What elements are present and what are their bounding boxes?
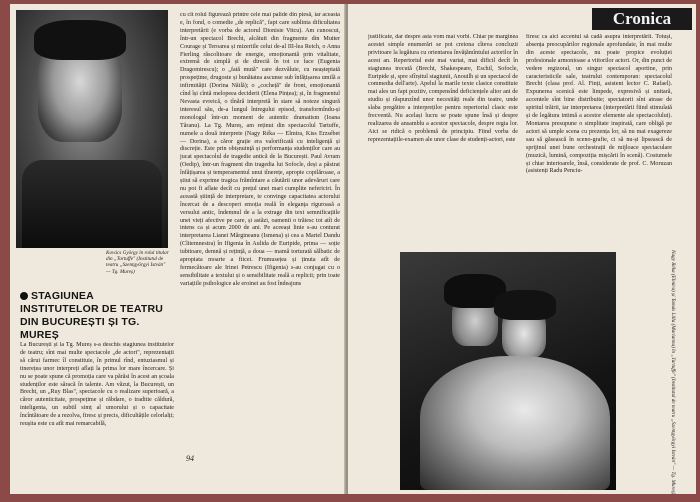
- stage-photo: [400, 252, 616, 490]
- article-headline: [20, 290, 174, 342]
- costume-dress: [420, 356, 610, 490]
- portrait-caption: Kovács György în rolul titular din „Tartuffe" (Institutul de teatru „Szentgyörgyi István" — Tg. Mureș): [106, 250, 169, 275]
- stage-photo-caption: Nagy Réka (Elmira) și Tamás Lilla (Marianna) în „Tartuffe" (Institutul de teatru „Szentgyörgyi István" — Tg. Mureș): [670, 250, 676, 494]
- right-page: [348, 4, 696, 494]
- headline-text: STAGIUNEA INSTITUTELOR DE TEATRU DIN BUCUREȘTI ȘI TG. MUREȘ: [20, 290, 164, 341]
- portrait-photo: [16, 10, 168, 248]
- actor-hair: [34, 20, 126, 60]
- left-page: [10, 4, 346, 494]
- right-column-1-text: justificate, dar despre asta vom mai vorbi. Chiar pe marginea acestei simple enumerări se pot creiona cîteva concluzii privitoare la legătura cu orientarea învățămîntului actorilor în acest an. Repertoriul este mai variat, mai dificil decît în stagiunea trecută (Brecht, Shakespeare, Eschil, Sofocle, Euripide și, spre sfîrșitul stagiunii, Anouilh și un spectacol de commedia dell'arte). Apelul la marile texte clasice constituie mai ales un fapt pozitiv, compensînd deficiențele altor ani de studiu și răspunzînd unor necesități reale din teatre, unde slaba pregătire a interpreților pentru repertoriul clasic este frecventă. Nu același lucru se poate spune însă și despre realizarea de ansamblu a acestor spectacole, despre regia lor. Aici se ridică o problemă de principiu. Fiind vorba de reprezentațiile-examen ale unor clase de studenți-actori, este: [368, 34, 518, 143]
- actor-collar: [22, 160, 162, 248]
- middle-column-text: cu cît rolul figurează printre cele mai palide din piesă, iar aceasta e, în fond, o comedie „de replică", fapt care sublinia dificultatea interpretării (e vorba de actorul Dionisie Vitcu). Am cunoscut, într-un spectacol Brecht, alcătuit din fragmente din Mutter Courage și Teroarea și mizeriile celui de-al III-lea Reich, o Anna Fierling răscolitoare de energie, emoționantă prin vitalitate, extremă de simplă și de directă în tot ce face (Eugenia Dragomirescu); o „fată mută" care dezvăluie, cu neașteptată prospețime, drugoste și bunătatea ascunse sub înfățișarea umilă a infirmității (Dorina Năilă); o „cocheță" de front, emoționantă cînd își cîntă melopeea deciderii (Elena Pințea); și, în fragmentul Nevasta evreică, o tînără interpretă în stare să noteze singură interesul său, de-a lungul întregului episod, transformîndu-și monologul într-un moment de autentic dramatism (Ioana Tăranu). La Tg. Mureș, am reținut din spectacolul Tartuffe, numele a două interprete (Nagy Réka — Elmira, Kiss Erzsébet — Dorina), a căror grație era valorificată cu inteligență și discreție. Este prin obișnuință și performanța studenților care au jucat spectacolul de tragedie antică de la București. Paul Avram (Oedip), într-un fragment din tragedia lui Sofocle, deși a păstrat înfățișarea și temperamentul unui tînerețe, apropie copilăroase, a știut să exprime tragica frămîntare a căutării unor adevăruri care nu pot fi aflate decît cu prețul unei mari cumplite nefericiri. În această știință de interpretare, te convinge capacitatea actorului încercat de a descoperi emoția reală în eleganța riguroasă a versului antic, îndemnul de a la extrage din text semnificațiile unei vieți afective pe care, și astăzi, oamenii o trăiesc tot atît de intens ca și acum 2000 de ani. Pe aceeași linie s-au conturat interpretarea Lianei Mărgineanu (Ismena) și cea a Mariel Dandu (Clitemnestra) în Ifigenia în Aulida de Euripide, prima — soție iubitoare, demnă și rețință, a doua — mamă torturată sălbatic de apropiata moarte a fiicei. Frumusețea și ținuta atît de fermecătoare ale Irinei Petrescu (Ifigenia) s-au conjugat cu o sensibilitate a textului și o sensibilitate reală a replicii; prin toate variațiile psihologice ale eroinei au fost îndeajuns: [180, 12, 340, 287]
- section-header: Cronica: [592, 8, 692, 30]
- actress-right-hair: [494, 290, 556, 320]
- page-number: 94: [186, 454, 194, 463]
- left-column-text: La București și la Tg. Mureș s-a deschis stagiunea institutelor de teatru; sînt mai multe spectacole „de actori", reprezentații să cărui farmec îl constituie, în primul rînd, entuziasmul și tinerețea unor interpreți aflați la prima lor mare încercare. Și nu se poate spune că promoția care va părăsi în acest an școala studenților este săracă în talente. Am văzut, la București, un Brecht, un „Ruy Blas", spectacole cu o realizare superioară, a căror autenticitate, prospețime și răbdare, o traditie căldură, inteligenta, un subtil simț al umorului și o capacitate încîntătoare de a rezolva, firesc și precis, dificultățile celorlalți; reușita este cu atît mai remarcabilă,: [20, 342, 174, 428]
- bullet-dot: [20, 292, 28, 300]
- right-column-2-text: firesc ca aici accentul să cadă asupra interpretării. Totuși, absența preocupărilor regionale aprofundate, în mai multe din aceste spectacole, nu poate propice evoluției profesionale armonioase a viitorilor actori. Or, din punct de vedere regizoral, un singur spectacol aportine, prin caracteristicile sale, teatrului contemporan: spectacolul Brecht (clasa prof. Al. Finți, asistent lector C. Rafael). Expunerea scenică este limpede, expresivă și unitară, accentele sînt bine distribuite; spectatorii sînt atrase de spiritul trăirii, iar interpretarea (interpretării fiind stimulată și de legătura intimă a acestor elemente ale spectacolului). Montarea presupune o simplitate inspirată, care obligă pe actori să umple scena cu prezența lor, să nu mai exagereze sau să găsească în sceno-grafie, ci să nu-și lipsească de sprijinul unei bune orchestrații de mijloace spectaculare (muzică, lumină, compoziția mișcării în scenă). Costumele și chiar interioarele, însă, considerate de prof. C. Moruzan (asistenți Radu Penciu-: [526, 34, 672, 175]
